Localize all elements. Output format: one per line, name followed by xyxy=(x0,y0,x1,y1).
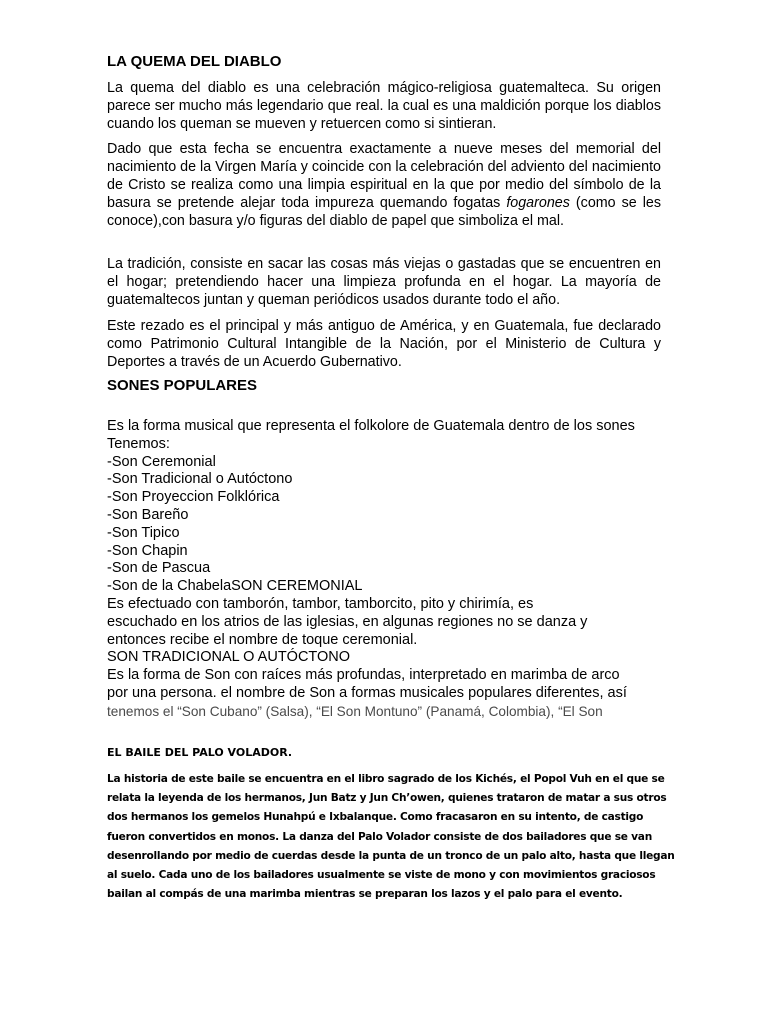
sones-line: -Son Bareño xyxy=(107,506,189,523)
sones-line: -Son Ceremonial xyxy=(107,453,216,470)
sones-line: por una persona. el nombre de Son a formas musicales populares diferentes, así xyxy=(107,684,627,701)
sones-line: Es la forma musical que representa el folkolore de Guatemala dentro de los sones xyxy=(107,418,635,434)
sones-line: Es efectuado con tamborón, tambor, tamborcito, pito y chirimía, es xyxy=(107,595,534,612)
palo-title: EL BAILE DEL PALO VOLADOR. xyxy=(107,746,293,759)
palo-line: relata la leyenda de los hermanos, Jun Batz y Jun Ch’owen, quienes trataron de matar a sus otros xyxy=(107,792,667,805)
quema-paragraph-1: La quema del diablo es una celebración mágico-religiosa guatemalteca. Su origen parece ser mucho más legendario que real. la cual es una maldición porque los diablos cuando los queman se mueven y retuercen como si sintieran. xyxy=(107,80,661,132)
quema-paragraph-4: Este rezado es el principal y más antiguo de América, y en Guatemala, fue declarado como Patrimonio Cultural Intangible de la Nación, por el Ministerio de Cultura y Deportes a través de un Acuerdo Gubernativo. xyxy=(107,318,661,370)
palo-line: desenrollando por medio de cuerdas desde la punta de un tronco de un palo alto, hasta que llegan xyxy=(107,849,675,862)
sones-last-line: tenemos el “Son Cubano” (Salsa), “El Son Montuno” (Panamá, Colombia), “El Son xyxy=(107,703,603,719)
palo-line: La historia de este baile se encuentra en el libro sagrado de los Kichés, el Popol Vuh en el que se xyxy=(107,773,665,785)
quema-p2-text-b: (como se les conoce),con basura y/o figuras del diablo de papel que simboliza el mal. xyxy=(107,195,662,229)
quema-p2-text-a: Dado que esta fecha se encuentra exactamente a nueve meses del memorial del nacimiento de la Virgen María y coincide con la celebración del adviento del nacimiento de Cristo se realiza como una limpia espiritual en la que por medio del símbolo de la basura se pretende alejar toda impureza quemando fogatas xyxy=(107,141,661,211)
sones-line: -Son Chapin xyxy=(107,542,188,559)
palo-line: dos hermanos los gemelos Hunahpú e Ixbalanque. Como fracasaron en su intento, de castigo xyxy=(107,811,644,824)
sones-line: escuchado en los atrios de las iglesias, en algunas regiones no se danza y xyxy=(107,613,588,630)
sones-line: -Son Proyeccion Folklórica xyxy=(107,489,280,506)
sones-line: -Son Tipico xyxy=(107,524,180,541)
quema-paragraph-2 xyxy=(107,140,661,230)
sones-title: SONES POPULARES xyxy=(107,377,258,394)
palo-body xyxy=(107,770,675,904)
palo-line: al suelo. Cada uno de los bailadores usualmente se viste de mono y con movimientos graciosos xyxy=(107,869,656,882)
sones-line: Es la forma de Son con raíces más profundas, interpretado en marimba de arco xyxy=(107,667,620,684)
sones-line: -Son Tradicional o Autóctono xyxy=(107,471,293,488)
sones-line: -Son de Pascua xyxy=(107,560,211,577)
sones-body xyxy=(107,418,661,721)
quema-title: LA QUEMA DEL DIABLO xyxy=(107,53,282,70)
sones-line: Tenemos: xyxy=(107,435,170,452)
palo-line: bailan al compás de una marimba mientras se preparan los lazos y el palo para el evento. xyxy=(107,888,623,901)
palo-line: fueron convertidos en monos. La danza del Palo Volador consiste de dos bailadores que se van xyxy=(107,830,653,843)
quema-p2-italic: fogarones xyxy=(506,195,570,211)
sones-line: entonces recibe el nombre de toque ceremonial. xyxy=(107,631,418,648)
sones-line: -Son de la ChabelaSON CEREMONIAL xyxy=(107,578,363,595)
sones-line: SON TRADICIONAL O AUTÓCTONO xyxy=(107,649,351,666)
quema-paragraph-3: La tradición, consiste en sacar las cosas más viejas o gastadas que se encuentren en el hogar; pretendiendo hacer una limpieza profunda en el hogar. La mayoría de guatemaltecos juntan y queman periódicos usados durante todo el año. xyxy=(107,256,661,308)
